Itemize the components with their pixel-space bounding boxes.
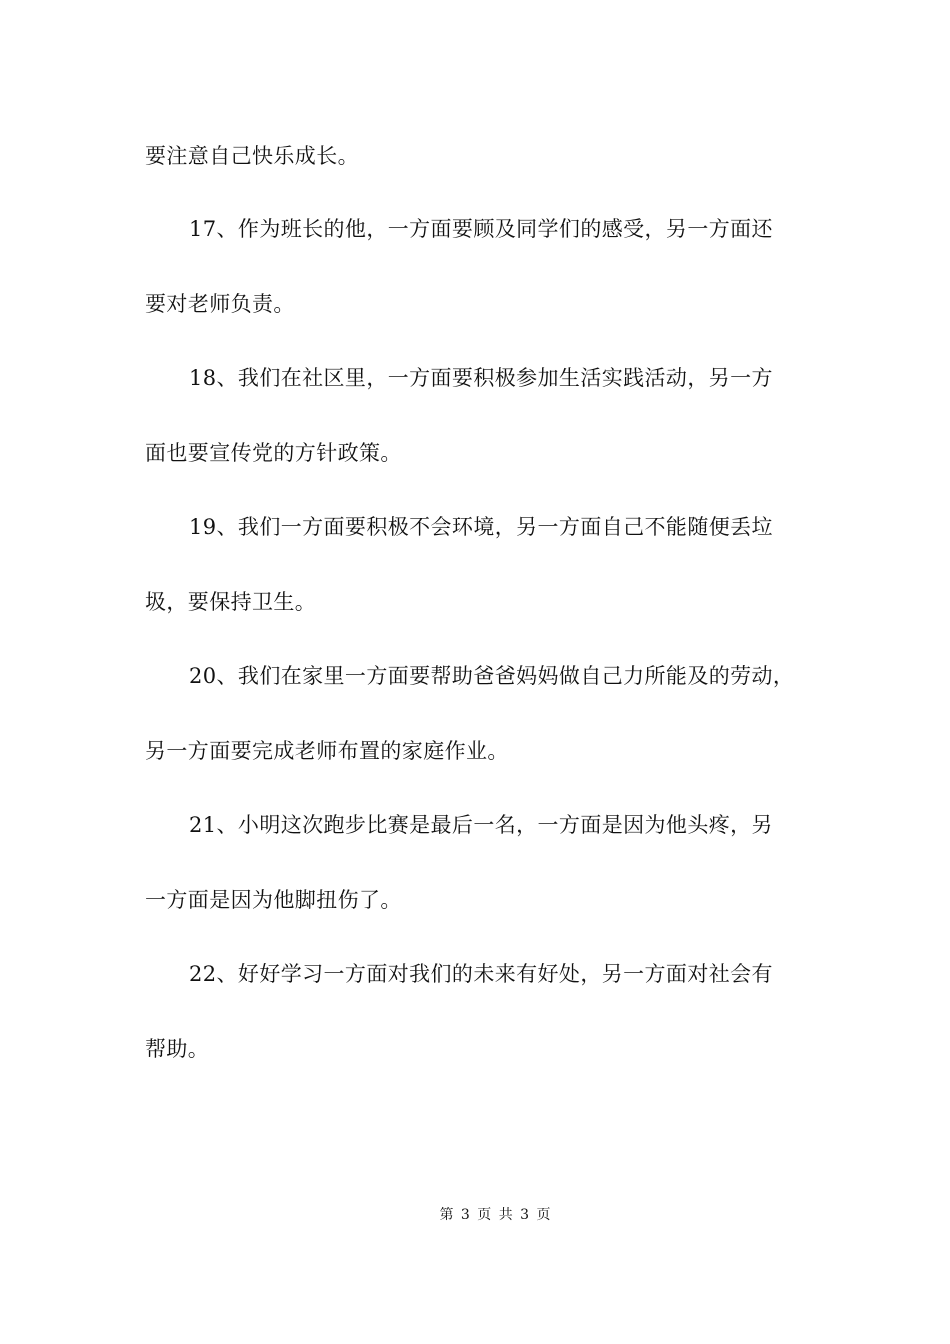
page-number-footer: 第 3 页 共 3 页: [439, 1207, 551, 1223]
text-line: 18、我们在社区里，一方面要积极参加生活实践活动，另一方: [189, 366, 773, 390]
text-line: 帮助。: [145, 1037, 210, 1061]
text-line: 20、我们在家里一方面要帮助爸爸妈妈做自己力所能及的劳动，: [189, 664, 795, 688]
text-line: 21、小明这次跑步比赛是最后一名，一方面是因为他头疼，另: [189, 813, 773, 837]
text-line: 17、作为班长的他，一方面要顾及同学们的感受，另一方面还: [189, 217, 773, 241]
text-line: 面也要宣传党的方针政策。: [145, 441, 402, 465]
text-line: 要注意自己快乐成长。: [145, 144, 359, 168]
text-line: 22、好好学习一方面对我们的未来有好处，另一方面对社会有: [189, 962, 773, 986]
text-line: 19、我们一方面要积极不会环境，另一方面自己不能随便丢垃: [189, 515, 773, 539]
text-line: 圾，要保持卫生。: [145, 590, 317, 614]
text-line: 另一方面要完成老师布置的家庭作业。: [145, 739, 509, 763]
text-line: 要对老师负责。: [145, 292, 295, 316]
text-line: 一方面是因为他脚扭伤了。: [145, 888, 402, 912]
